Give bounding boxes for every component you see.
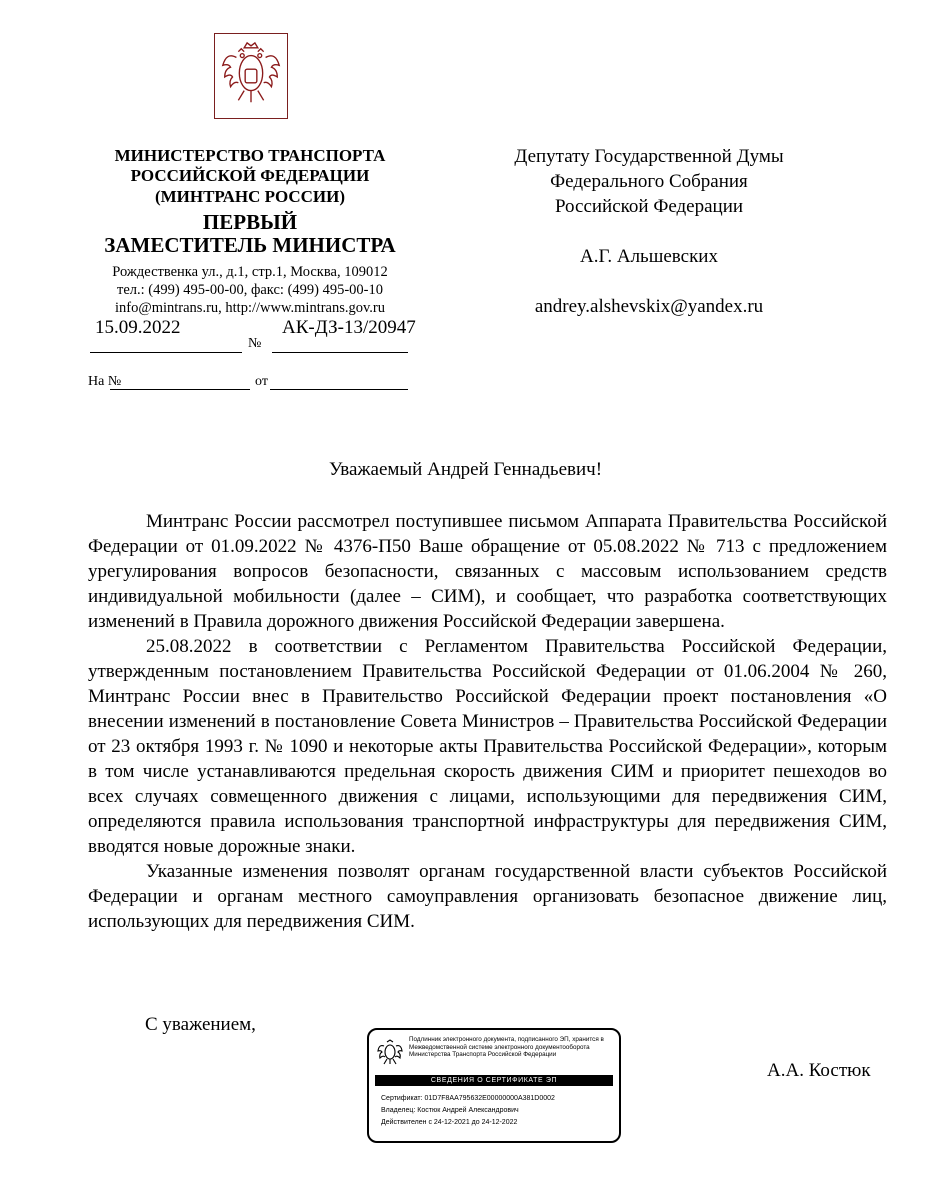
closing-phrase: С уважением, bbox=[145, 1014, 256, 1035]
recipient-email: andrey.alshevskix@yandex.ru bbox=[534, 296, 764, 317]
document-date: 15.09.2022 bbox=[95, 317, 181, 338]
certificate-owner: Владелец: Костюк Андрей Александрович bbox=[381, 1107, 519, 1114]
body-paragraph: 25.08.2022 в соответствии с Регламентом Правительства Российской Федерации, утвержденным постановлением Правительства Российской Федерации от 01.06.2004 № 260, Минтранс России внес в Правительство Российской Федерации проект постановления «О внесении изменений в постановление Совета Министров – Правительства Российской Федерации от 23 октября 1993 г. № 1090 и некоторые акты Правительства Российской Федерации», которым в том числе устанавливаются предельная скорость движения СИМ и приоритет пешеходов во всех случаях совмещенного движения с лицами, использующими для передвижения СИМ, определяются правила использования транспортной инфраструктуры для передвижения СИМ, вводятся новые дорожные знаки. bbox=[88, 636, 887, 857]
recipient-name: А.Г. Альшевских bbox=[580, 246, 718, 267]
certificate-info-title: СВЕДЕНИЯ О СЕРТИФИКАТЕ ЭП bbox=[375, 1075, 613, 1086]
reference-date-label: от bbox=[255, 374, 268, 389]
coat-of-arms-emblem bbox=[214, 33, 288, 119]
signature-notice: Подлинник электронного документа, подписанного ЭП, хранится в Межведомственной системе электронного документооборота Министерства Транспорта Российской Федерации bbox=[409, 1036, 604, 1059]
reference-number-underline bbox=[110, 389, 250, 390]
recipient-title-line: Российской Федерации bbox=[554, 196, 744, 217]
certificate-validity: Действителен с 24-12-2021 до 24-12-2022 bbox=[381, 1119, 518, 1126]
body-paragraph: Указанные изменения позволят органам государственной власти субъектов Российской Федерации и органам местного самоуправления организовать безопасное движение лиц, использующих для передвижения СИМ. bbox=[88, 861, 887, 932]
number-underline bbox=[272, 352, 408, 353]
recipient-title-line: Депутату Государственной Думы bbox=[514, 146, 784, 167]
body-paragraph: Минтранс России рассмотрел поступившее письмом Аппарата Правительства Российской Федерации от 01.09.2022 № 4376-П50 Ваше обращение от 05.08.2022 № 713 с предложением урегулирования вопросов безопасности, связанных с массовым использованием средств индивидуальной мобильности (далее – СИМ), и сообщает, что разработка соответствующих изменений в Правила дорожного движения Российской Федерации завершена. bbox=[88, 511, 887, 632]
document-number: АК-ДЗ-13/20947 bbox=[282, 317, 416, 338]
letter-body bbox=[88, 509, 887, 934]
date-underline bbox=[90, 352, 242, 353]
ministry-name-line: МИНИСТЕРСТВО ТРАНСПОРТА bbox=[114, 146, 386, 165]
sender-position-line: ЗАМЕСТИТЕЛЬ МИНИСТРА bbox=[104, 233, 396, 257]
sender-position-line: ПЕРВЫЙ bbox=[202, 210, 298, 234]
ministry-name-line: (МИНТРАНС РОССИИ) bbox=[154, 187, 346, 206]
ministry-email-web: info@mintrans.ru, http://www.mintrans.gov.ru bbox=[114, 300, 386, 316]
recipient-title-line: Федерального Собрания bbox=[550, 171, 748, 192]
certificate-serial: Сертификат: 01D7F8AA795632E00000000A381D0002 bbox=[381, 1095, 555, 1102]
reference-number-label: На № bbox=[88, 374, 122, 389]
ministry-phone-fax: тел.: (499) 495-00-00, факс: (499) 495-00-10 bbox=[116, 282, 384, 298]
reference-date-underline bbox=[270, 389, 408, 390]
number-sign: № bbox=[248, 336, 262, 351]
russian-coat-of-arms-icon bbox=[215, 34, 287, 118]
signer-name: А.А. Костюк bbox=[767, 1060, 871, 1081]
salutation: Уважаемый Андрей Геннадьевич! bbox=[328, 459, 603, 480]
electronic-signature-stamp bbox=[367, 1028, 621, 1143]
ministry-name-line: РОССИЙСКОЙ ФЕДЕРАЦИИ bbox=[130, 166, 370, 185]
ministry-address: Рождественка ул., д.1, стр.1, Москва, 109012 bbox=[112, 264, 388, 280]
coat-of-arms-icon bbox=[377, 1038, 403, 1066]
